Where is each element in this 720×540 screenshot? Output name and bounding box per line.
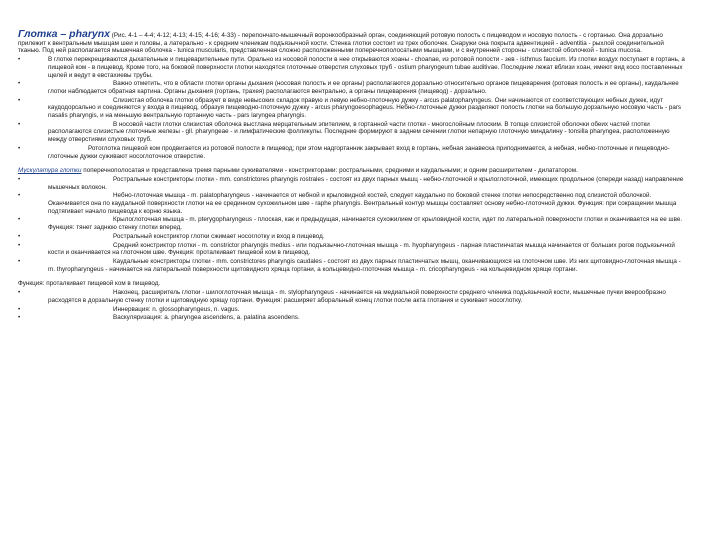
musculature-lead: поперечнополосатая и представлена тремя парными суживателями - констрикторами: ростральными, средними и каудальными; и одним расширителем - дилататором. xyxy=(83,167,578,175)
function-lead: Функция: проталкивает пищевой ком в пищевод. xyxy=(18,280,161,288)
bullet: • xyxy=(18,289,21,297)
bullet: • xyxy=(18,175,21,183)
document-page xyxy=(18,28,688,322)
list-item: • Слизистая оболочка глотки образует в виде невысоких складок правую и левую небно-глоточную дужку - arcus palatopharyngeus. Они начинаются от соответствующих небных дужек, идут каудодорсально и соединяются у входа в пищевод, образуя пищеводно-глоточную дужку - arcus pharyngoesophageus. Небно-глоточные дужки разделяют полость глотки на большую дорзальную носовую часть - pars nasalis pharyngis, и на меньшую вентральную гортанную часть - pars laryngea pharyngis. xyxy=(18,96,682,120)
bullet: • xyxy=(18,257,21,265)
bullet: • xyxy=(18,120,21,128)
bullet: • xyxy=(18,80,21,88)
bullet: • xyxy=(18,305,21,313)
list-item: • Крылоглоточная мышца - m. pterygopharyngeus - плоская, как и предыдущая, начинается сухожилием от крыловидной кости, идет по латеральной поверхности глотки и оканчивается на ее шве. Функция: тянет заднюю стенку глотки вперед. xyxy=(18,216,683,232)
bullet: • xyxy=(18,216,21,224)
bullet: • xyxy=(18,314,21,322)
bullet: • xyxy=(18,144,21,152)
musculature-list xyxy=(18,176,688,273)
list-item: • Ростральные констрикторы глотки - mm. constrictores pharyngis rostrales - состоят из двух парных мышц - небно-глоточной и крылоглоточной, имеющих продольное (спереди назад) направление мышечных волокон. xyxy=(18,175,684,191)
list-item: • Наконец, расширитель глотки - шилоглоточная мышца - m. stylopharyngeus - начинается на медиальной поверхности среднего членика подъязычной кости, мышечные пучки веерообразно расходятся в дорзальную стенку глотки и щитовидную хрящу гортани. Функция: расширяет аборальный конец глотки после акта глотания и суживает носоглотку. xyxy=(18,289,666,304)
function-list xyxy=(18,289,688,322)
paragraph-list xyxy=(18,56,688,160)
list-item: • Небно-глоточная мышца - m. palatopharyngeus - начинается от небной и крыловидной костей, следует каудально по боковой стенке глотки непосредственно под слизистой оболочкой. Оканчивается она по каудальной поверхности глотки на ее срединном сухожильном шве - raphe pharyngis. Вентральный контур мышцы составляет основу небно-глоточной дужки. Функция: при сокращении мышца подтягивает начало пищевода к корню языка. xyxy=(18,192,677,215)
list-item: • Важно отметить, что в области глотки органы дыхания (носовая полость и ее органы) располагаются дорзально относительно органов пищеварения (ротовая полость и ее органы), каудальнее глотки наблюдается обратная картина. Органы дыхания (гортань, трахея) располагаются вентрально, а органы пищеварения (пищевод) - дорзально. xyxy=(18,80,679,95)
bullet: • xyxy=(18,192,21,200)
bullet: • xyxy=(18,56,21,64)
musculature-heading: Мускулатура глотки xyxy=(18,167,82,175)
list-item: • Ростральный констриктор глотки сжимает носоглотку и вход в пищевод. xyxy=(18,232,325,240)
bullet: • xyxy=(18,241,21,249)
list-item: • Ротоглотка пищевой ком продвигается из ротовой полости в пищевод; при этом надгортанник закрывает вход в гортань, небная занавеска приподнимается, а небная, небно-глоточные и пищеводно-глоточные дужки суживают носоглоточное отверстие. xyxy=(18,144,670,160)
intro-paragraph xyxy=(18,28,688,55)
list-item: • Иннервация: n. glossopharyngeus, n. vagus. xyxy=(18,305,240,313)
list-item: • Средний констриктор глотки - m. constrictor pharyngis medius - или подъязычно-глоточная мышца - m. hyopharyngeus - парная пластинчатая мышца начинается от больших рогов подъязычной кости и оканчивается на глоточном шве. Функция: проталкивает пищевой ком в пищевод. xyxy=(18,241,675,257)
musculature-intro xyxy=(18,167,688,175)
bullet: • xyxy=(18,232,21,240)
page-title: Глотка – pharynx xyxy=(18,28,110,40)
list-item: • Каудальные констрикторы глотки - mm. constrictores pharyngis caudales - состоят из двух парных пластинчатых мышц, оканчивающихся на глоточном шве. Из них щитовидно-глоточная мышца - m. thyropharyngeus - начинается на латеральной поверхности щитовидного хряща гортани, а кольцевидно-глоточная мышца - m. cricopharyngeus - на кольцевидном хряще гортани. xyxy=(18,257,681,273)
list-item: В глотке перекрещиваются дыхательные и пищеварительные пути. Орально из носовой полости в нее открываются хоаны - choanae, из ротовой полости - зев - isthmus faucium. Из глотки воздух поступает в гортань, а пищевой ком - в пищевод. Кроме того, на боковой поверхности глотки находятся глоточные отверстия слуховых труб - ostium pharyngeum tubae auditivae. Последние лежат вблизи хоан, имеют вид косо поставленных щелей и ведут в евстахиевы трубы. xyxy=(48,56,685,79)
bullet: • xyxy=(18,96,21,104)
intro-text: (Рис. 4-1 – 4-4; 4-12; 4-13; 4-15; 4-16; 4-33) - перепончато-мышечный воронкообразный орган, соединяющий ротовую полость с пищеводом и носовую полость - с гортанью. Она дорзально прилежит к вентральным мышцам шеи и головы, а латерально - к средним членикам подъязычной кости. Стенка глотки состоит из трех оболочек. Снаружи она покрыта адвентицией - adventitia - рыхлой соединительной тканью. Под ней располагается мышечная оболочка - tunica muscularis, представленная сложно расположенными поперечнополосатыми мышцами, и с внутренней стороны - слизистой оболочкой - tunica mucosa. xyxy=(18,32,664,55)
list-item: • Васкуляризация: a. pharyngea ascendens, a. palatina ascendens. xyxy=(18,314,300,322)
list-item: • В носовой части глотки слизистая оболочка выстлана мерцательным эпителием, в гортанной части глотки - многослойным плоским. В толще слизистой оболочки обеих частей глотки располагаются слизистые глоточные железы - gll. pharyngeae - и лимфатические фолликулы. Последние формируют в заднем сечении глотки непарную глоточную миндалину - tonsilla pharyngea, расположенную между отверстиями слуховых труб. xyxy=(18,120,670,144)
